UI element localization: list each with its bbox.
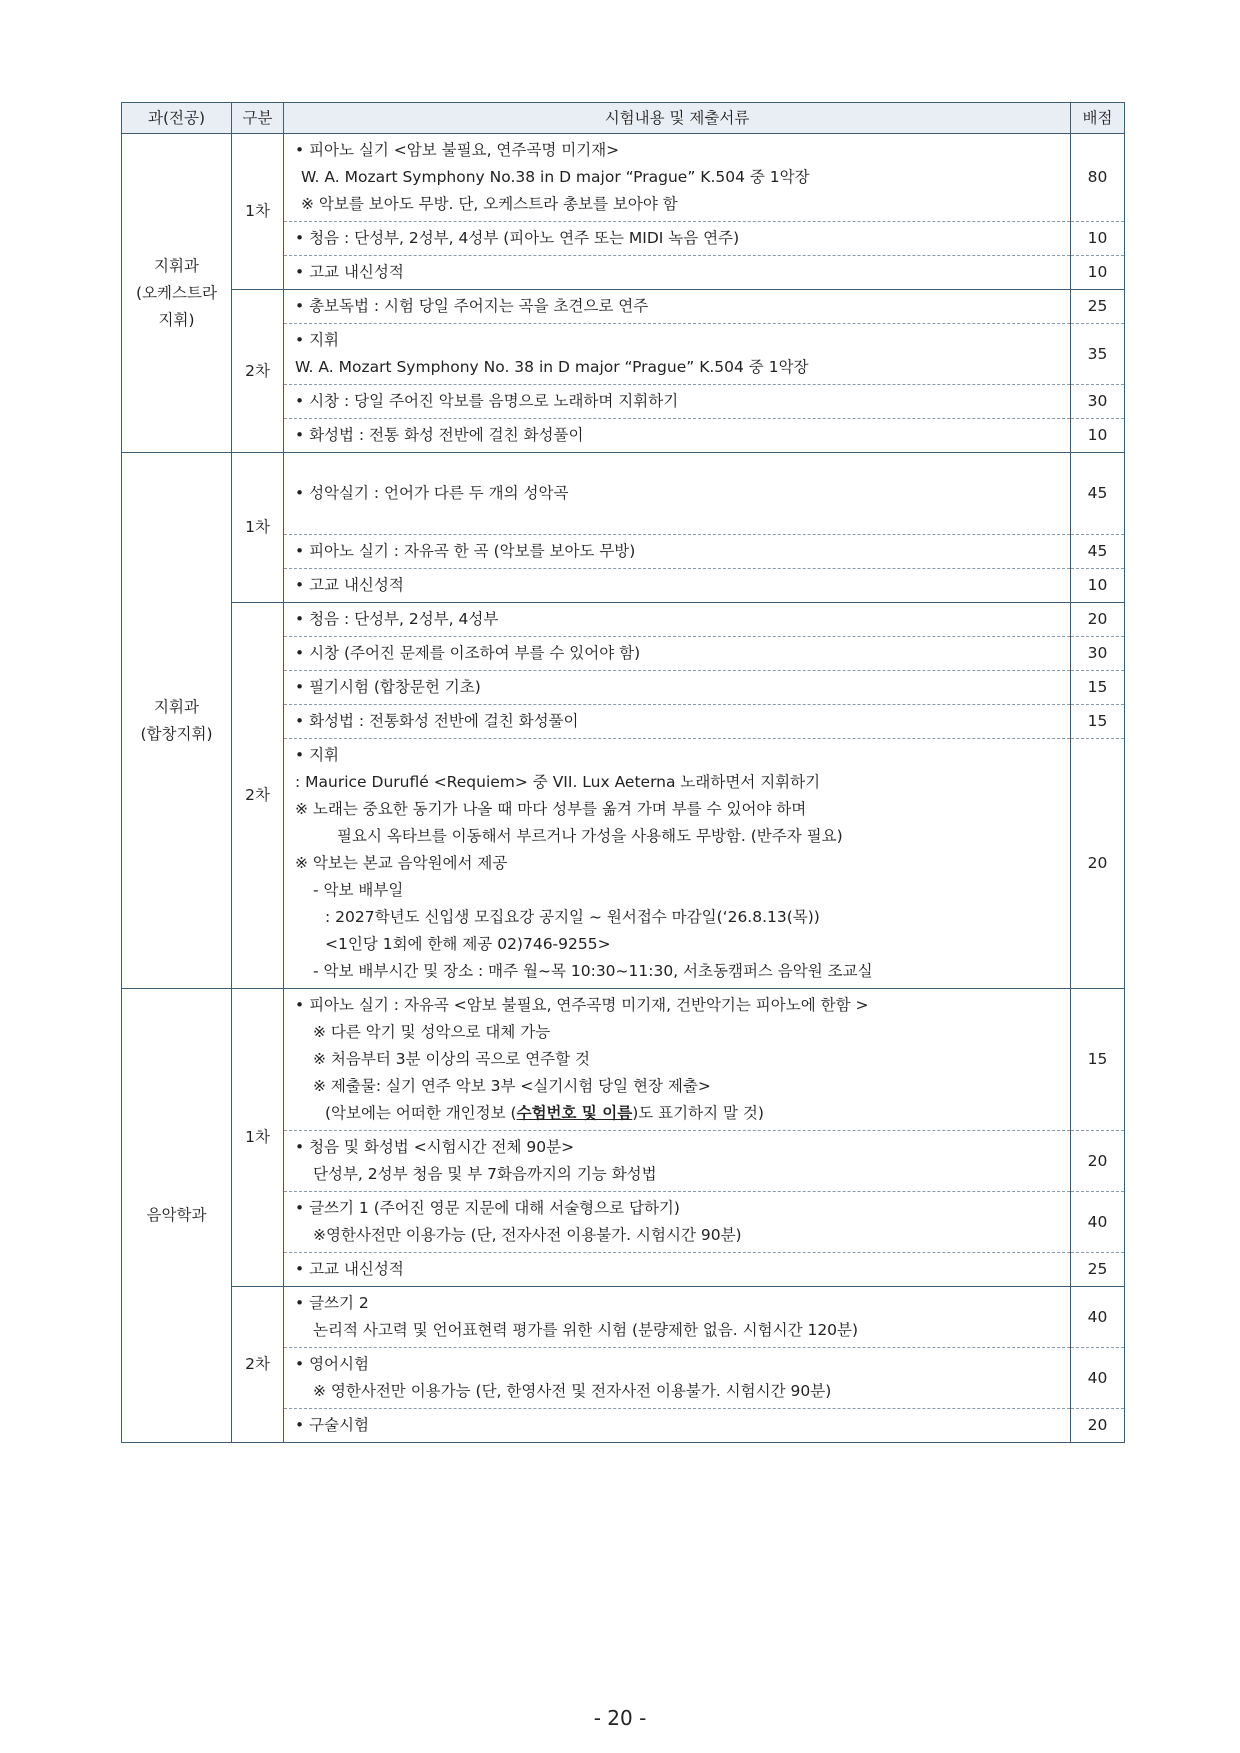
stage-label: 1차 — [245, 518, 270, 536]
content-line: • 청음 및 화성법 <시험시간 전체 90분> — [295, 1138, 575, 1156]
content-cell — [284, 603, 1071, 637]
table-row — [122, 989, 1125, 1131]
content-line: : Maurice Duruflé <Requiem> 중 VII. Lux Aeterna 노래하면서 지휘하기 — [295, 773, 821, 791]
content-cell — [284, 1131, 1071, 1192]
content-cell — [284, 705, 1071, 739]
score-cell: 10 — [1071, 256, 1125, 290]
content-cell — [284, 385, 1071, 419]
content-line: <1인당 1회에 한해 제공 02)746-9255> — [325, 935, 611, 953]
content-line: • 피아노 실기 : 자유곡 <암보 불필요, 연주곡명 미기재, 건반악기는 피아노에 한함 > — [295, 996, 869, 1014]
score-cell: 15 — [1071, 671, 1125, 705]
score-cell: 80 — [1071, 134, 1125, 222]
content-cell — [284, 739, 1071, 989]
content-cell — [284, 324, 1071, 385]
note-text: (악보에는 어떠한 개인정보 ( — [325, 1104, 517, 1122]
content-cell — [284, 671, 1071, 705]
stage-label: 2차 — [245, 786, 270, 804]
content-line: 필요시 옥타브를 이동해서 부르거나 가성을 사용해도 무방함. (반주자 필요) — [337, 827, 843, 845]
content-cell — [284, 453, 1071, 535]
content-line: • 시창 (주어진 문제를 이조하여 부를 수 있어야 함) — [295, 644, 641, 662]
content-line: • 구술시험 — [295, 1416, 369, 1434]
header-score: 배점 — [1071, 103, 1125, 134]
content-line: • 시창 : 당일 주어진 악보를 음명으로 노래하며 지휘하기 — [295, 392, 679, 410]
dept-label: 지휘과 (오케스트라 지휘) — [136, 256, 217, 329]
content-line: • 영어시험 — [295, 1355, 369, 1373]
score-cell: 15 — [1071, 989, 1125, 1131]
content-cell — [284, 290, 1071, 324]
content-line: • 피아노 실기 : 자유곡 한 곡 (악보를 보아도 무방) — [295, 542, 636, 560]
content-line: ※ 악보를 보아도 무방. 단, 오케스트라 총보를 보아야 함 — [301, 195, 678, 213]
stage-label: 2차 — [245, 1355, 270, 1373]
score-cell: 30 — [1071, 385, 1125, 419]
dept-label: 음악학과 — [146, 1206, 207, 1224]
content-line: • 성악실기 : 언어가 다른 두 개의 성악곡 — [295, 484, 569, 502]
stage-cell — [232, 989, 284, 1287]
score-cell: 10 — [1071, 222, 1125, 256]
score-cell: 20 — [1071, 1409, 1125, 1443]
content-line: 단성부, 2성부 청음 및 부 7화음까지의 기능 화성법 — [313, 1165, 657, 1183]
content-line: ※ 악보는 본교 음악원에서 제공 — [295, 854, 508, 872]
content-line — [295, 1100, 1070, 1127]
content-line: W. A. Mozart Symphony No. 38 in D major “Prague” K.504 중 1악장 — [295, 358, 809, 376]
content-cell — [284, 989, 1071, 1131]
content-line: • 글쓰기 1 (주어진 영문 지문에 대해 서술형으로 답하기) — [295, 1199, 680, 1217]
content-cell — [284, 1409, 1071, 1443]
content-line: • 청음 : 단성부, 2성부, 4성부 — [295, 610, 499, 628]
content-line: • 화성법 : 전통화성 전반에 걸친 화성풀이 — [295, 712, 579, 730]
stage-cell — [232, 603, 284, 989]
exam-table — [121, 102, 1125, 1443]
content-line: 논리적 사고력 및 언어표현력 평가를 위한 시험 (분량제한 없음. 시험시간 120분) — [313, 1321, 859, 1339]
score-cell: 35 — [1071, 324, 1125, 385]
stage-label: 2차 — [245, 361, 270, 380]
score-cell: 20 — [1071, 739, 1125, 989]
content-cell — [284, 134, 1071, 222]
stage-cell — [232, 290, 284, 453]
table-row — [122, 603, 1125, 637]
content-line: • 피아노 실기 <암보 불필요, 연주곡명 미기재> — [295, 141, 620, 159]
score-cell: 10 — [1071, 569, 1125, 603]
table-row — [122, 290, 1125, 324]
note-emphasis: 수험번호 및 이름 — [516, 1104, 633, 1122]
score-cell: 10 — [1071, 419, 1125, 453]
content-line: • 고교 내신성적 — [295, 576, 404, 594]
content-line: • 지휘 — [295, 746, 340, 764]
content-line: ※영한사전만 이용가능 (단, 전자사전 이용불가. 시험시간 90분) — [313, 1226, 742, 1244]
dept-cell-musicology — [122, 989, 232, 1443]
content-line: ※ 노래는 중요한 동기가 나올 때 마다 성부를 옮겨 가며 부를 수 있어야 하며 — [295, 800, 807, 818]
dept-label: 지휘과 (합창지휘) — [140, 697, 213, 743]
content-line: • 지휘 — [295, 331, 340, 349]
content-cell — [284, 569, 1071, 603]
content-cell — [284, 1253, 1071, 1287]
dept-cell-choral — [122, 453, 232, 989]
score-cell: 45 — [1071, 453, 1125, 535]
stage-cell — [232, 134, 284, 290]
content-line: • 총보독법 : 시험 당일 주어지는 곡을 초견으로 연주 — [295, 297, 649, 315]
score-cell: 40 — [1071, 1287, 1125, 1348]
header-stage: 구분 — [232, 103, 284, 134]
score-cell: 30 — [1071, 637, 1125, 671]
table-row — [122, 453, 1125, 535]
content-line: W. A. Mozart Symphony No.38 in D major “Prague” K.504 중 1악장 — [301, 168, 810, 186]
stage-cell — [232, 1287, 284, 1443]
stage-cell — [232, 453, 284, 603]
table-row — [122, 1287, 1125, 1348]
content-cell — [284, 1192, 1071, 1253]
header-dept: 과(전공) — [122, 103, 232, 134]
content-line: - 악보 배부시간 및 장소 : 매주 월~목 10:30~11:30, 서초동캠퍼스 음악원 조교실 — [313, 962, 873, 980]
content-line: - 악보 배부일 — [313, 881, 404, 899]
content-line: ※ 제출물: 실기 연주 악보 3부 <실기시험 당일 현장 제출> — [313, 1077, 711, 1095]
content-line: • 필기시험 (합창문헌 기초) — [295, 678, 481, 696]
score-cell: 20 — [1071, 603, 1125, 637]
note-text: )도 표기하지 말 것) — [632, 1104, 764, 1122]
content-line: ※ 영한사전만 이용가능 (단, 한영사전 및 전자사전 이용불가. 시험시간 90분) — [313, 1382, 832, 1400]
score-cell: 25 — [1071, 1253, 1125, 1287]
page-number: - 20 - — [593, 1706, 647, 1730]
stage-label: 1차 — [245, 202, 270, 220]
score-cell: 40 — [1071, 1348, 1125, 1409]
content-line: : 2027학년도 신입생 모집요강 공지일 ~ 원서접수 마감일(‘26.8.13(목)) — [325, 908, 820, 926]
table-header-row — [122, 103, 1125, 134]
score-cell: 15 — [1071, 705, 1125, 739]
score-cell: 40 — [1071, 1192, 1125, 1253]
score-cell: 25 — [1071, 290, 1125, 324]
content-cell — [284, 637, 1071, 671]
content-line: • 고교 내신성적 — [295, 1260, 404, 1278]
content-line: • 글쓰기 2 — [295, 1294, 369, 1312]
stage-label: 1차 — [245, 1128, 270, 1146]
header-content: 시험내용 및 제출서류 — [284, 103, 1071, 134]
content-line: • 고교 내신성적 — [295, 263, 404, 281]
content-line: • 화성법 : 전통 화성 전반에 걸친 화성풀이 — [295, 426, 584, 444]
content-cell — [284, 256, 1071, 290]
table-row — [122, 134, 1125, 222]
content-cell — [284, 419, 1071, 453]
score-cell: 20 — [1071, 1131, 1125, 1192]
content-line: ※ 처음부터 3분 이상의 곡으로 연주할 것 — [313, 1050, 591, 1068]
content-cell — [284, 1348, 1071, 1409]
content-line: ※ 다른 악기 및 성악으로 대체 가능 — [313, 1023, 551, 1041]
content-cell — [284, 222, 1071, 256]
score-cell: 45 — [1071, 535, 1125, 569]
content-cell — [284, 535, 1071, 569]
content-line: • 청음 : 단성부, 2성부, 4성부 (피아노 연주 또는 MIDI 녹음 연주) — [295, 229, 740, 247]
dept-cell-orchestra — [122, 134, 232, 453]
content-cell — [284, 1287, 1071, 1348]
